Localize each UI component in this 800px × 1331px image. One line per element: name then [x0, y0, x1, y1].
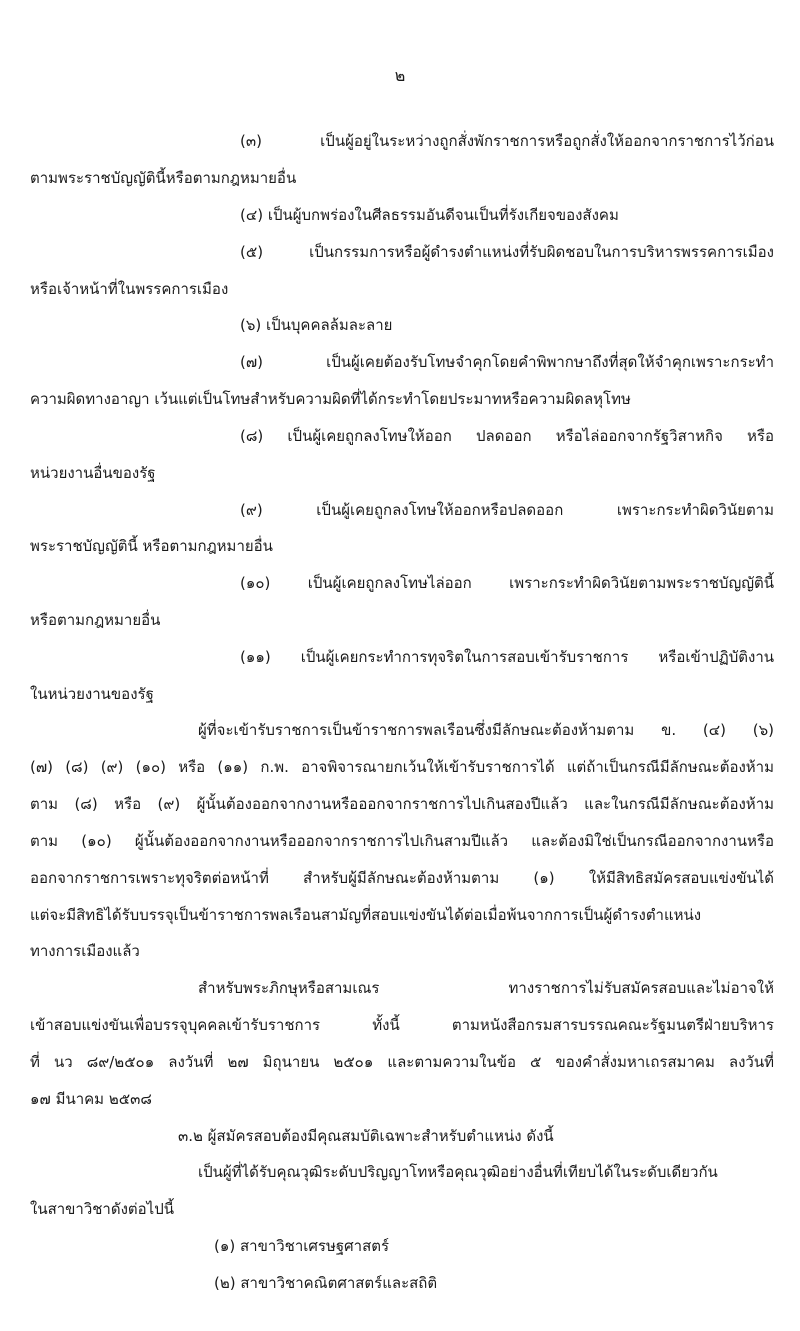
text-line: ความผิดทางอาญา เว้นแต่เป็นโทษสำหรับความผิดที่ได้กระทำโดยประมาทหรือความผิดลหุโทษ — [30, 390, 631, 408]
text-line: พระราชบัญญัตินี้ หรือตามกฎหมายอื่น — [30, 537, 273, 555]
text-line: ในสาขาวิชาดังต่อไปนี้ — [30, 1200, 174, 1218]
text-line: (๓) เป็นผู้อยู่ในระหว่างถูกสั่งพักราชการหรือถูกสั่งให้ออกจากราชการไว้ก่อน — [240, 132, 774, 150]
text-line: (๗) เป็นผู้เคยต้องรับโทษจำคุกโดยคำพิพากษาถึงที่สุดให้จำคุกเพราะกระทำ — [240, 353, 774, 371]
text-line: ทางการเมืองแล้ว — [30, 942, 140, 960]
text-line: แต่จะมีสิทธิได้รับบรรจุเป็นข้าราชการพลเรือนสามัญที่สอบแข่งขันได้ต่อเมื่อพ้นจากการเป็นผู้ดำรงตำแหน่ง — [30, 906, 702, 924]
text-line: เป็นผู้ที่ได้รับคุณวุฒิระดับปริญญาโทหรือคุณวุฒิอย่างอื่นที่เทียบได้ในระดับเดียวกัน — [198, 1163, 718, 1181]
text-line: ตาม (๘) หรือ (๙) ผู้นั้นต้องออกจากงานหรือออกจากราชการไปเกินสองปีแล้ว และในกรณีมีลักษณะต้องห้าม — [30, 795, 774, 813]
text-line: (๕) เป็นกรรมการหรือผู้ดำรงตำแหน่งที่รับผิดชอบในการบริหารพรรคการเมือง — [240, 243, 774, 261]
text-line: ในหน่วยงานของรัฐ — [30, 685, 154, 703]
text-line: ตามพระราชบัญญัตินี้หรือตามกฎหมายอื่น — [30, 169, 297, 187]
text-line: (๑๐) เป็นผู้เคยถูกลงโทษไล่ออก เพราะกระทำผิดวินัยตามพระราชบัญญัตินี้ — [240, 574, 774, 592]
text-line: ผู้ที่จะเข้ารับราชการเป็นข้าราชการพลเรือนซึ่งมีลักษณะต้องห้ามตาม ข. (๔) (๖) — [198, 721, 774, 739]
text-line: เข้าสอบแข่งขันเพื่อบรรจุบุคคลเข้ารับราชการ ทั้งนี้ ตามหนังสือกรมสารบรรณคณะรัฐมนตรีฝ่ายบริหาร — [30, 1016, 774, 1034]
text-line: (๔) เป็นผู้บกพร่องในศีลธรรมอันดีจนเป็นที่รังเกียจของสังคม — [240, 206, 619, 224]
text-line: หรือเจ้าหน้าที่ในพรรคการเมือง — [30, 280, 229, 298]
page-number: ๒ — [394, 66, 406, 85]
text-line: (๗) (๘) (๙) (๑๐) หรือ (๑๑) ก.พ. อาจพิจารณายกเว้นให้เข้ารับราชการได้ แต่ถ้าเป็นกรณีมีลักษณะต้องห้าม — [30, 758, 774, 776]
section-heading: ๓.๒ ผู้สมัครสอบต้องมีคุณสมบัติเฉพาะสำหรับตำแหน่ง ดังนี้ — [178, 1127, 554, 1145]
list-item: (๑) สาขาวิชาเศรษฐศาสตร์ — [214, 1237, 390, 1255]
text-line: (๖) เป็นบุคคลล้มละลาย — [240, 316, 393, 334]
text-line: สำหรับพระภิกษุหรือสามเณร ทางราชการไม่รับสมัครสอบและไม่อาจให้ — [198, 979, 774, 997]
text-line: ๑๗ มีนาคม ๒๕๓๘ — [30, 1090, 152, 1108]
text-line: (๑๑) เป็นผู้เคยกระทำการทุจริตในการสอบเข้ารับราชการ หรือเข้าปฏิบัติงาน — [240, 648, 774, 666]
text-line: หรือตามกฎหมายอื่น — [30, 611, 161, 629]
text-line: หน่วยงานอื่นของรัฐ — [30, 464, 156, 482]
text-line: (๘) เป็นผู้เคยถูกลงโทษให้ออก ปลดออก หรือไล่ออกจากรัฐวิสาหกิจ หรือ — [240, 427, 774, 445]
list-item: (๒) สาขาวิชาคณิตศาสตร์และสถิติ — [214, 1274, 438, 1292]
text-line: ออกจากราชการเพราะทุจริตต่อหน้าที่ สำหรับผู้มีลักษณะต้องห้ามตาม (๑) ให้มีสิทธิสมัครสอบแข่งขันได้ — [30, 869, 774, 887]
text-line: ตาม (๑๐) ผู้นั้นต้องออกจากงานหรือออกจากราชการไปเกินสามปีแล้ว และต้องมิใช่เป็นกรณีออกจากงานหรือ — [30, 832, 774, 850]
text-line: ที่ นว ๘๙/๒๕๐๑ ลงวันที่ ๒๗ มิถุนายน ๒๕๐๑ และตามความในข้อ ๕ ของคำสั่งมหาเถรสมาคม ลงวันที่ — [30, 1053, 774, 1071]
text-line: (๙) เป็นผู้เคยถูกลงโทษให้ออกหรือปลดออก เพราะกระทำผิดวินัยตาม — [240, 501, 774, 519]
